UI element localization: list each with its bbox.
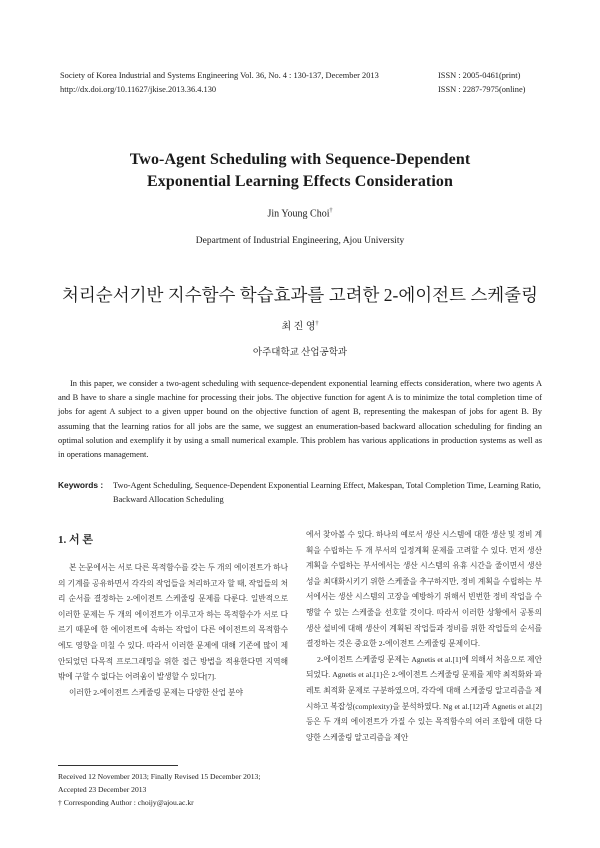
author-ko-name: 최 진 영 bbox=[281, 321, 316, 333]
paragraph: 에서 찾아볼 수 있다. 하나의 예로서 생산 시스템에 대한 생산 및 정비 계획을 수립하는 두 개 부서의 일정계획 문제를 고려할 수 있다. 먼저 생산 계획을 수립하는 부서에서는 생산 시스템의 유휴 시간을 줄이면서 생산성을 최대화시키기 위한 스케줄을 추구하지만, 정비 계획을 수립하는 부서에서는 생산 시스템의 고장을 예방하기 위해서 빈번한 정비 작업을 수행할 수 있는 스케줄을 선호할 것이다. 따라서 이러한 상황에서 공통의 생산 설비에 대해 생산이 계획된 작업들과 정비를 위한 작업들의 순서를 결정하는 것은 중요한 2-에이전트 스케줄링 문제이다. bbox=[306, 530, 542, 649]
title-ko: 처리순서기반 지수함수 학습효과를 고려한 2-에이전트 스케줄링 bbox=[62, 285, 538, 305]
abstract bbox=[58, 377, 542, 462]
author-name: Jin Young Choi bbox=[267, 208, 330, 220]
right-column bbox=[306, 527, 542, 745]
keywords-label: Keywords : bbox=[58, 480, 104, 490]
footnote-corresponding: † Corresponding Author : choijy@ajou.ac.kr bbox=[58, 798, 194, 807]
paragraph: 본 논문에서는 서로 다른 목적함수를 갖는 두 개의 에이전트가 하나의 기계를 공유하면서 각각의 작업들을 처리하고자 할 때, 작업들의 처리 순서를 결정하는 2-에이전트 스케줄링 문제를 다룬다. 일반적으로 이러한 문제는 두 개의 에이전트가 이루고자 하는 목적함수가 서로 다르기 때문에 한 에이전트에 속하는 작업이 다른 에이전트의 목적함수에도 영향을 미칠 수 있다. 따라서 이러한 문제에 대해 기존에 많이 제안되었던 다목적 프로그래밍을 위한 접근 방법을 적용한다면 지역해 밖에 구할 수 없다는 어려움이 발생할 수 있다[7]. bbox=[58, 563, 288, 682]
affiliation-ko: 아주대학교 산업공학과 bbox=[252, 348, 348, 358]
author-ko bbox=[60, 317, 540, 334]
keywords-text: Two-Agent Scheduling, Sequence-Dependent Exponential Learning Effect, Makespan, Total Completion Time, Learning Ratio, Backward Allocation Scheduling bbox=[113, 481, 541, 504]
section-heading: 1. 서 론 bbox=[58, 534, 94, 546]
paragraph: 2-에이전트 스케줄링 문제는 Agnetis et al.[1]에 의해서 처음으로 제안되었다. Agnetis et al.[1]은 2-에이전트 스케줄링 문제를 제약 최적화와 파레토 최적화 문제로 구분하였으며, 각각에 대해 스케줄링 알고리즘을 제시하고 복잡성(complexity)을 분석하였다. Ng et al.[12]과 Agnetis et al.[2] 등은 두 개의 에이전트가 가질 수 있는 목적함수의 여러 조합에 대한 다양한 스케줄링 알고리즘을 제안 bbox=[306, 654, 542, 742]
left-column bbox=[58, 532, 288, 700]
title-en-line2: Exponential Learning Effects Consideration bbox=[147, 173, 453, 190]
footnote-rule bbox=[58, 765, 178, 766]
footnote bbox=[58, 770, 290, 809]
issn-online: ISSN : 2287-7975(online) bbox=[438, 85, 526, 94]
corresponding-mark: † bbox=[329, 208, 333, 214]
issn-print: ISSN : 2005-0461(print) bbox=[438, 71, 521, 80]
journal-citation: Society of Korea Industrial and Systems Engineering Vol. 36, No. 4 : 130-137, December 2013 bbox=[60, 71, 379, 80]
corresponding-mark-ko: † bbox=[315, 321, 319, 327]
affiliation-en: Department of Industrial Engineering, Ajou University bbox=[195, 236, 405, 246]
paragraph: 이러한 2-에이전트 스케줄링 문제는 다양한 산업 분야 bbox=[69, 687, 243, 697]
abstract-text: In this paper, we consider a two-agent scheduling with sequence-dependent exponential learning effects consideration, where two agents A and B have to share a single machine for processing their jobs. The objective function for agent A is to minimize the total completion time of jobs for agent A subject to a given upper bound on the objective function of agent B, representing the makespan of jobs for agent B. By assuming that the learning ratios for all jobs are the same, we suggest an enumeration-based backward allocation scheduling for finding an optimal solution and exemplify it by using a small numerical example. This problem has various applications in production systems as well as in operations management. bbox=[58, 379, 542, 460]
author-en bbox=[60, 204, 540, 221]
doi-link[interactable]: http://dx.doi.org/10.11627/jkise.2013.36.4.130 bbox=[60, 85, 217, 94]
footnote-received: Received 12 November 2013; Finally Revised 15 December 2013; Accepted 23 December 2013 bbox=[58, 772, 261, 794]
title-en-line1: Two-Agent Scheduling with Sequence-Dependent bbox=[129, 151, 471, 168]
keywords bbox=[58, 479, 542, 509]
